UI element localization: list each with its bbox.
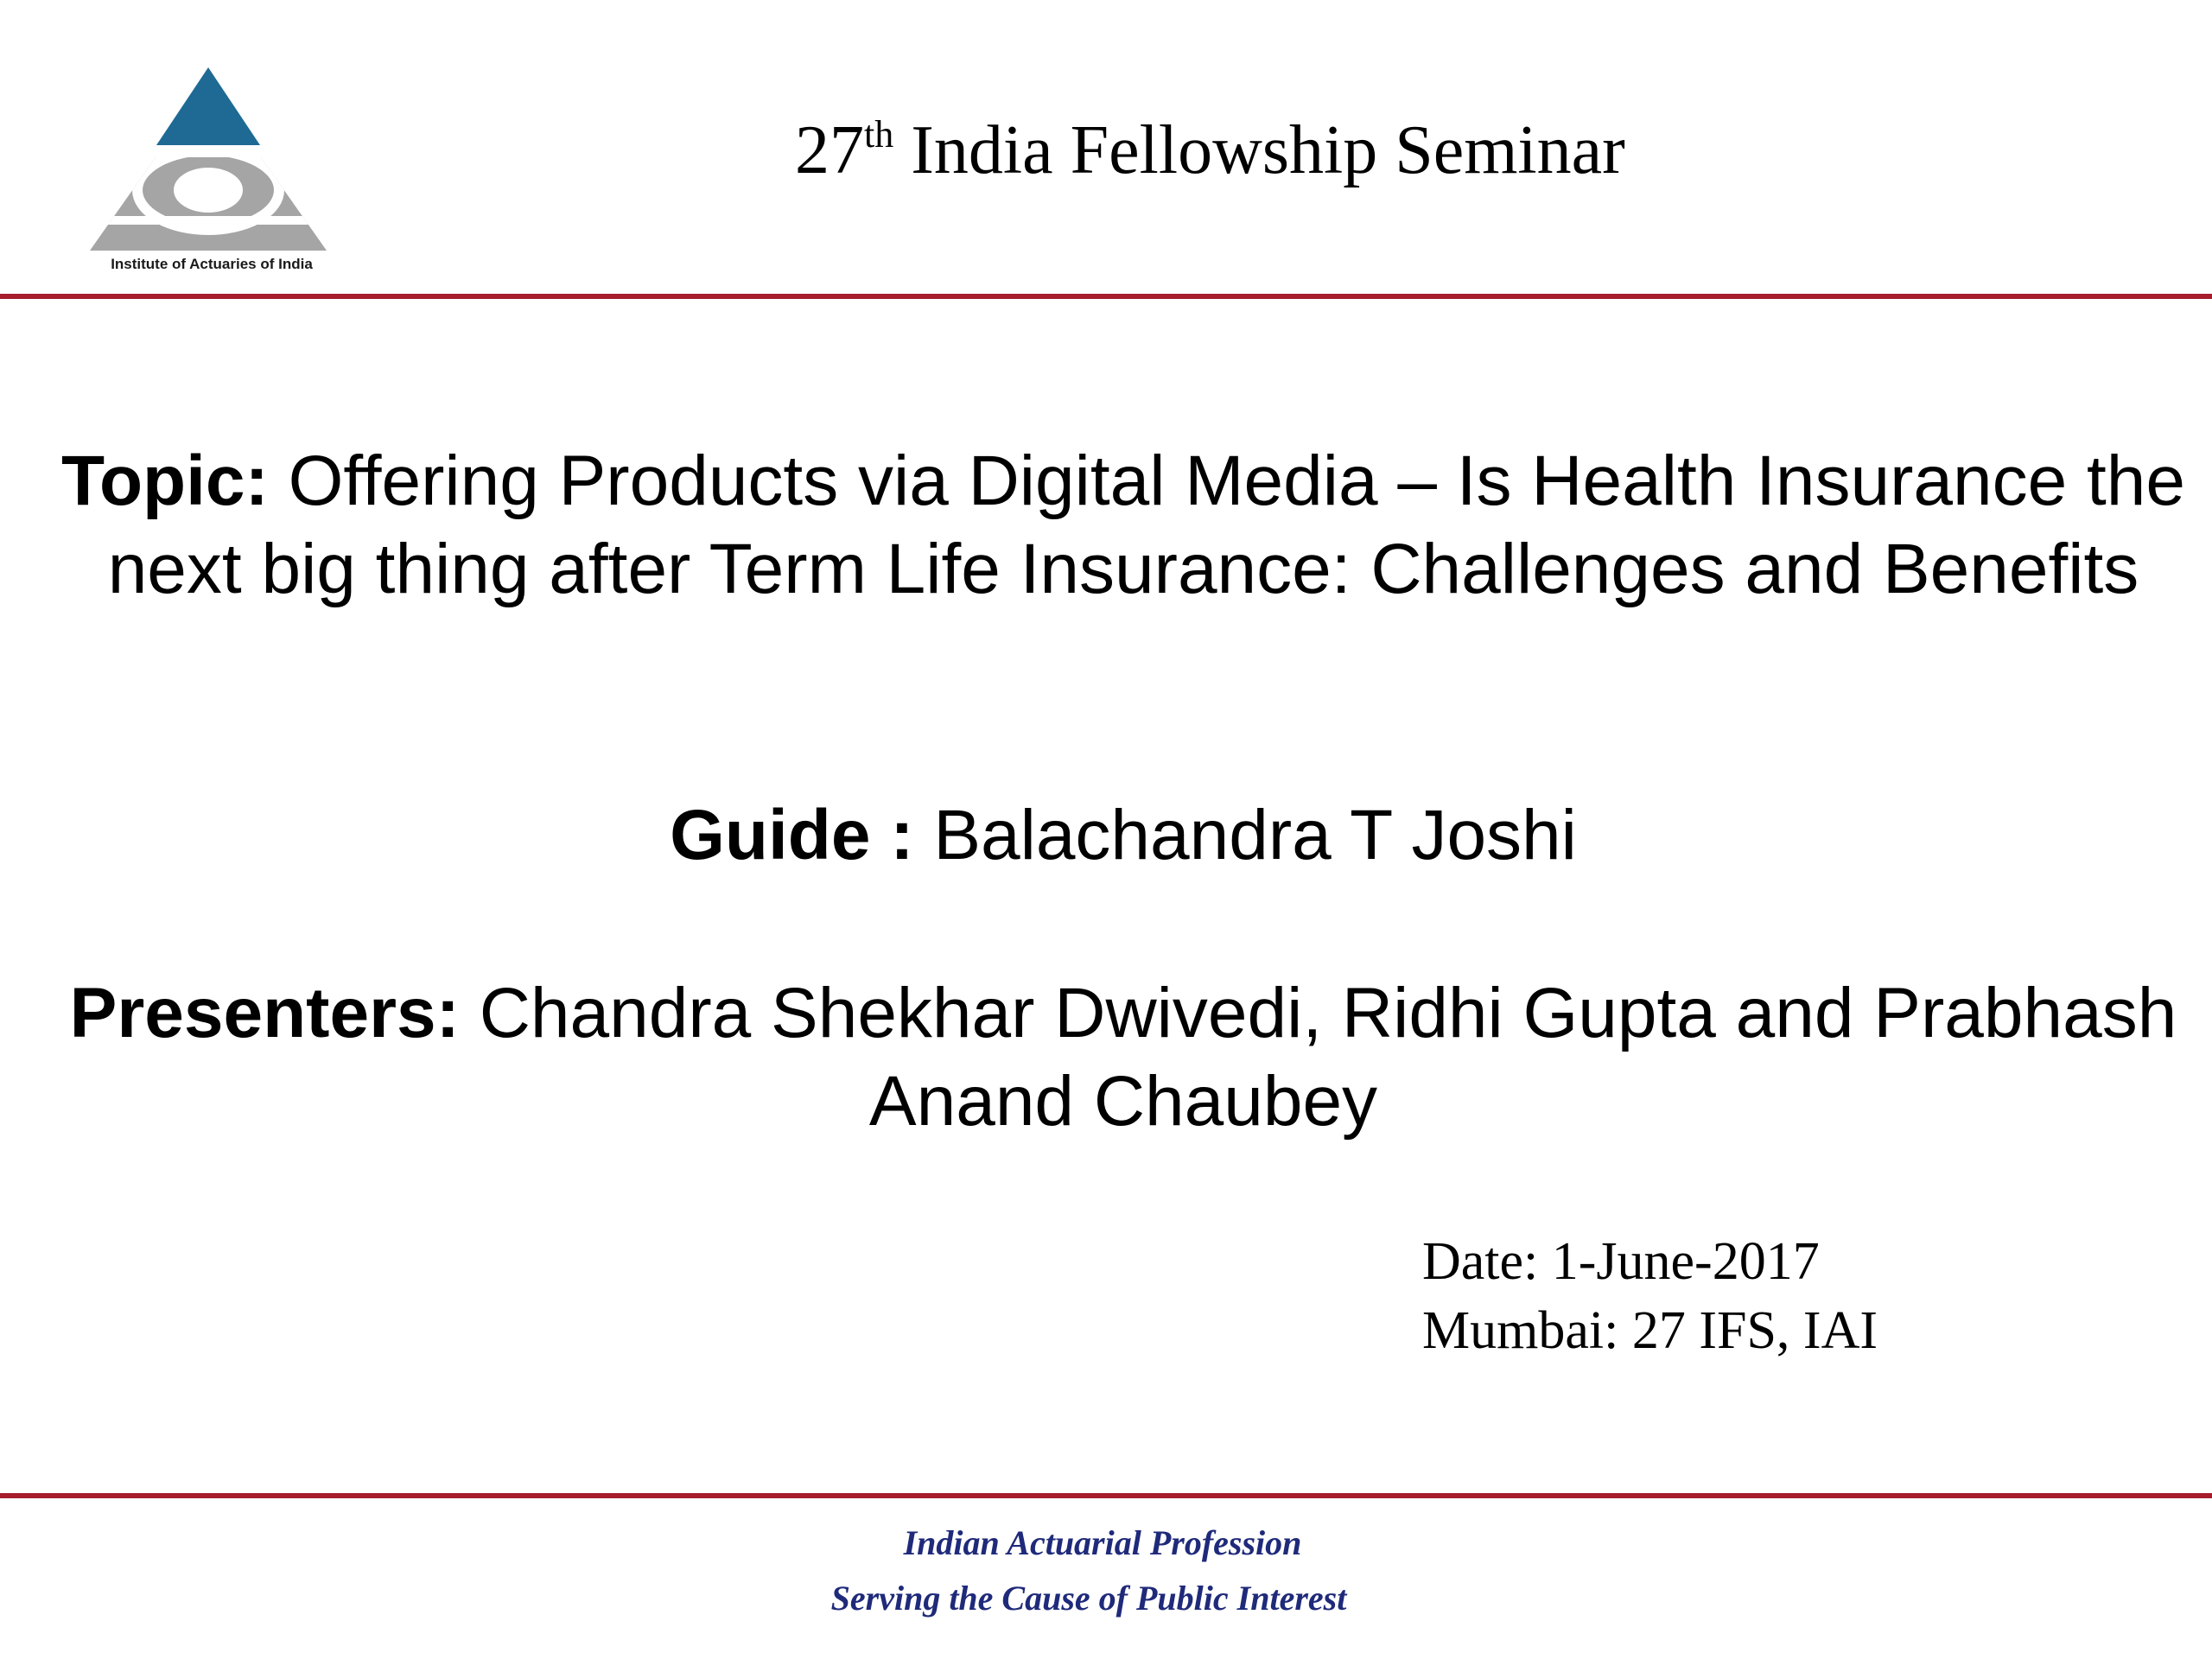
event-date: Date: 1-June-2017 xyxy=(1422,1232,1820,1291)
footer-line-2: Serving the Cause of Public Interest xyxy=(830,1579,1347,1618)
footer-divider xyxy=(0,1493,2212,1498)
presenters-block xyxy=(52,969,2195,1146)
logo-blue-triangle xyxy=(156,67,260,145)
logo-caption: Institute of Actuaries of India xyxy=(111,256,313,272)
topic-block xyxy=(52,437,2195,613)
seminar-number-suffix: th xyxy=(864,113,894,156)
footer-line-1: Indian Actuarial Profession xyxy=(903,1523,1302,1562)
seminar-number: 27 xyxy=(795,112,864,188)
presenters-label: Presenters: xyxy=(69,974,460,1052)
guide-block xyxy=(52,791,2195,880)
event-venue: Mumbai: 27 IFS, IAI xyxy=(1422,1301,1878,1360)
presenters-names: Chandra Shekhar Dwivedi, Ridhi Gupta and Prabhash Anand Chaubey xyxy=(459,974,2177,1141)
seminar-title xyxy=(795,111,1625,190)
logo-emblem-icon xyxy=(86,60,337,251)
topic-text: Offering Products via Digital Media – Is Health Insurance the next big thing after Term Life Insurance: Challenges and Benefits xyxy=(107,442,2186,608)
header-divider xyxy=(0,294,2212,299)
seminar-name: India Fellowship Seminar xyxy=(893,112,1625,188)
guide-label: Guide : xyxy=(670,796,914,874)
institute-logo xyxy=(86,60,337,285)
event-meta xyxy=(1422,1227,1878,1365)
guide-name: Balachandra T Joshi xyxy=(913,796,1577,874)
logo-gray-base xyxy=(86,150,337,251)
topic-label: Topic: xyxy=(60,442,269,520)
